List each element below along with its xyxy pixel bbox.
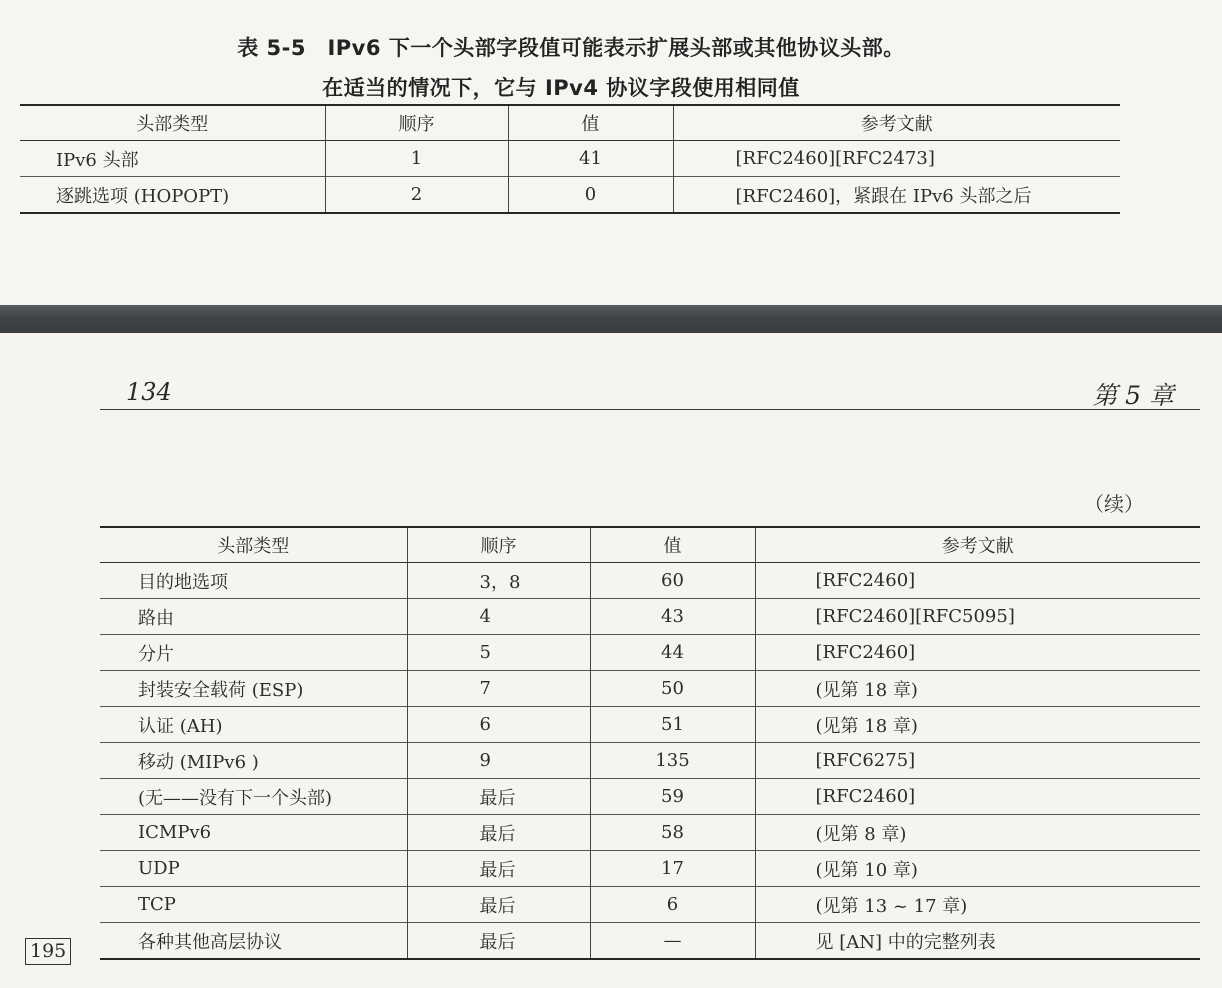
cell-type: 逐跳选项 (HOPOPT) — [20, 177, 325, 214]
cell-reference: (见第 18 章) — [755, 671, 1200, 707]
cell-value: 135 — [590, 743, 755, 779]
table-row — [100, 815, 1200, 851]
continued-label: （续） — [1084, 492, 1144, 516]
cell-order: 最后 — [407, 851, 590, 887]
cell-type: 封装安全载荷 (ESP) — [100, 671, 407, 707]
cell-type: TCP — [100, 887, 407, 923]
table-row — [100, 671, 1200, 707]
cell-reference: (见第 8 章) — [755, 815, 1200, 851]
cell-reference: (见第 13 ~ 17 章) — [755, 887, 1200, 923]
header-value: 值 — [590, 527, 755, 563]
cell-type: 移动 (MIPv6 ) — [100, 743, 407, 779]
cell-reference: (见第 18 章) — [755, 707, 1200, 743]
margin-page-number: 195 — [25, 938, 71, 965]
table-row — [100, 923, 1200, 960]
header-order: 顺序 — [407, 527, 590, 563]
table-row — [100, 887, 1200, 923]
table-caption-line2: 在适当的情况下，它与 IPv4 协议字段使用相同值 — [322, 76, 800, 100]
header-order: 顺序 — [325, 105, 508, 141]
cell-type: 各种其他高层协议 — [100, 923, 407, 960]
cell-order: 1 — [325, 141, 508, 177]
table-row — [100, 563, 1200, 599]
cell-order: 2 — [325, 177, 508, 214]
cell-order: 4 — [407, 599, 590, 635]
cell-value: 17 — [590, 851, 755, 887]
cell-reference: [RFC2460][RFC2473] — [673, 141, 1120, 177]
cell-order: 9 — [407, 743, 590, 779]
cell-reference: [RFC2460][RFC5095] — [755, 599, 1200, 635]
chapter-label: 第 5 章 — [1092, 381, 1174, 410]
table-row — [100, 599, 1200, 635]
cell-value: 58 — [590, 815, 755, 851]
table-row — [100, 851, 1200, 887]
cell-reference: [RFC2460] — [755, 635, 1200, 671]
cell-value: 44 — [590, 635, 755, 671]
table-row — [20, 177, 1120, 214]
cell-reference: [RFC6275] — [755, 743, 1200, 779]
cell-order: 5 — [407, 635, 590, 671]
header-reference: 参考文献 — [755, 527, 1200, 563]
table-row — [20, 141, 1120, 177]
cell-reference: [RFC2460] — [755, 779, 1200, 815]
cell-order: 3，8 — [407, 563, 590, 599]
cell-type: 路由 — [100, 599, 407, 635]
cell-order: 最后 — [407, 815, 590, 851]
cell-type: 分片 — [100, 635, 407, 671]
cell-reference: 见 [AN] 中的完整列表 — [755, 923, 1200, 960]
header-reference: 参考文献 — [673, 105, 1120, 141]
cell-reference: [RFC2460] — [755, 563, 1200, 599]
cell-value: 59 — [590, 779, 755, 815]
cell-value: 0 — [508, 177, 673, 214]
header-type: 头部类型 — [20, 105, 325, 141]
header-type: 头部类型 — [100, 527, 407, 563]
cell-type: UDP — [100, 851, 407, 887]
table-header-row — [20, 105, 1120, 141]
cell-type: (无——没有下一个头部) — [100, 779, 407, 815]
cell-value: 50 — [590, 671, 755, 707]
cell-reference: (见第 10 章) — [755, 851, 1200, 887]
cell-order: 最后 — [407, 779, 590, 815]
header-rule — [100, 409, 1200, 410]
cell-value: 6 — [590, 887, 755, 923]
table-row — [100, 779, 1200, 815]
top-table — [20, 104, 1120, 214]
cell-type: 认证 (AH) — [100, 707, 407, 743]
cell-order: 7 — [407, 671, 590, 707]
cell-type: ICMPv6 — [100, 815, 407, 851]
cell-type: IPv6 头部 — [20, 141, 325, 177]
cell-order: 最后 — [407, 887, 590, 923]
bottom-table — [100, 526, 1200, 960]
table-header-row — [100, 527, 1200, 563]
table-row — [100, 707, 1200, 743]
table-caption-line1: 表 5-5 IPv6 下一个头部字段值可能表示扩展头部或其他协议头部。 — [237, 36, 905, 60]
page-divider — [0, 305, 1222, 333]
cell-value: 41 — [508, 141, 673, 177]
cell-order: 6 — [407, 707, 590, 743]
cell-value: — — [590, 923, 755, 960]
table-row — [100, 635, 1200, 671]
cell-value: 60 — [590, 563, 755, 599]
cell-order: 最后 — [407, 923, 590, 960]
cell-reference: [RFC2460]，紧跟在 IPv6 头部之后 — [673, 177, 1120, 214]
page-number: 134 — [126, 378, 172, 406]
table-row — [100, 743, 1200, 779]
cell-value: 51 — [590, 707, 755, 743]
header-value: 值 — [508, 105, 673, 141]
cell-type: 目的地选项 — [100, 563, 407, 599]
cell-value: 43 — [590, 599, 755, 635]
